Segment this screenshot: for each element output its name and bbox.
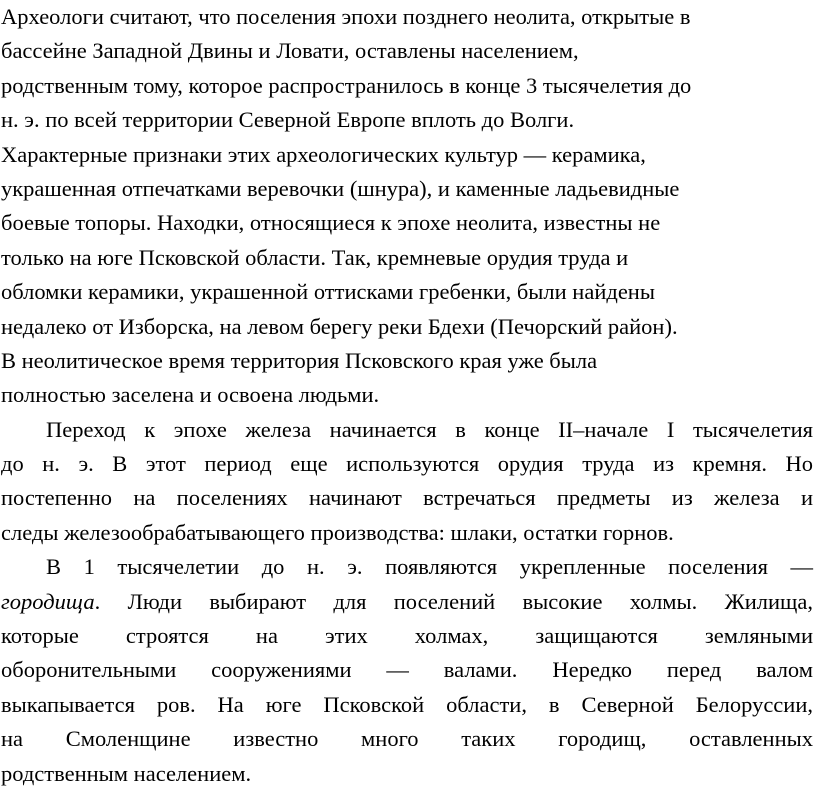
text-line: родственным тому, которое распространилось в конце 3 тысячелетия до xyxy=(1,72,692,98)
text-line: боевые топоры. Находки, относящиеся к эпохе неолита, известны не xyxy=(1,210,661,236)
text-line: Переход к эпохе железа начинается в конце II–начале I тысячелетия xyxy=(46,416,813,442)
text-line: постепенно на поселениях начинают встречаться предметы из железа и xyxy=(1,485,813,511)
text-line: оборонительными сооружениями — валами. Нередко перед валом xyxy=(1,657,813,683)
text-line: на Смоленщине известно много таких городищ, оставленных xyxy=(1,726,813,752)
text-line: В неолитическое время территория Псковского края уже была xyxy=(1,347,598,373)
paragraph-gorodishcha xyxy=(1,550,813,791)
text-line xyxy=(1,585,813,619)
text-fragment: . Люди выбирают для поселений высокие холмы. Жилища, xyxy=(94,588,813,614)
text-line: украшенная отпечатками веревочки (шнура), и каменные ладьевидные xyxy=(1,175,680,201)
term-gorodishcha: городища xyxy=(1,588,95,614)
text-line: следы железообрабатывающего производства: шлаки, остатки горнов. xyxy=(1,519,674,545)
text-line: только на юге Псковской области. Так, кремневые орудия труда и xyxy=(1,244,629,270)
text-line: Археологи считают, что поселения эпохи позднего неолита, открытые в xyxy=(1,4,691,29)
paragraph-neolithic xyxy=(1,0,813,413)
text-line: Характерные признаки этих археологических культур — керамика, xyxy=(1,141,646,167)
text-line: недалеко от Изборска, на левом берегу реки Бдехи (Печорский район). xyxy=(1,313,678,339)
text-line: н. э. по всей территории Северной Европе вплоть до Волги. xyxy=(1,107,575,133)
text-line: обломки керамики, украшенной оттисками гребенки, были найдены xyxy=(1,279,655,305)
paragraph-iron-age xyxy=(1,413,813,551)
text-line: В 1 тысячелетии до н. э. появляются укрепленные поселения — xyxy=(46,554,813,580)
text-line: до н. э. В этот период еще используются орудия труда из кремня. Но xyxy=(1,451,813,477)
text-line: бассейне Западной Двины и Ловати, оставлены населением, xyxy=(1,38,579,64)
text-line: выкапывается ров. На юге Псковской области, в Северной Белоруссии, xyxy=(1,691,813,717)
text-line: полностью заселена и освоена людьми. xyxy=(1,382,380,408)
text-line: родственным населением. xyxy=(1,760,252,786)
text-line: которые строятся на этих холмах, защищаются земляными xyxy=(1,623,813,649)
